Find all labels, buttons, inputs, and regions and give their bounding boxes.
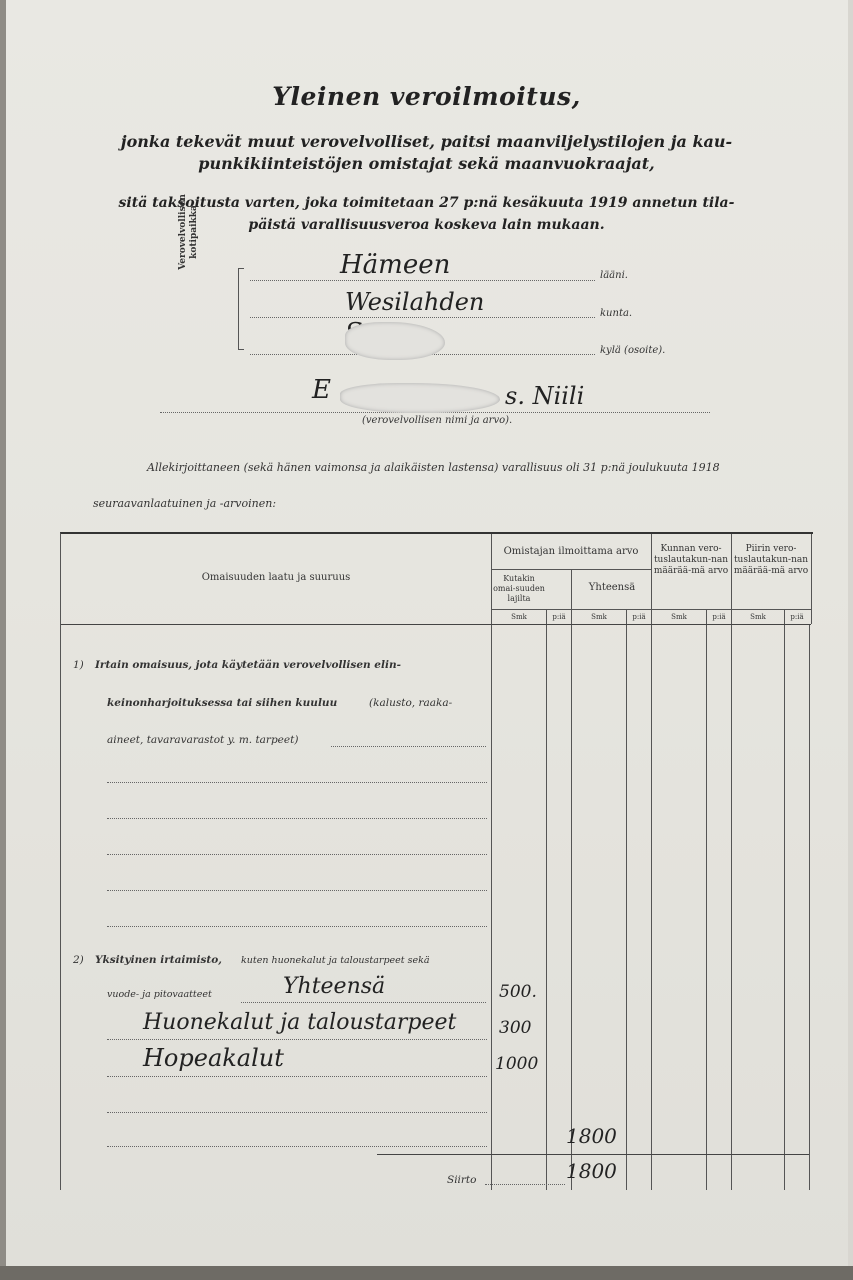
unit-p-1: p:iä [552,613,566,621]
unit-mk-2: Smk [591,613,607,621]
domicile-side-label [178,192,206,272]
col-header-district: Piirin vero-tuslautakun-nan määrää-mä arvo [733,544,809,576]
unit-mk-1: Smk [511,613,527,621]
value-total-1800: 1800 [566,1124,617,1148]
value-300: 300 [499,1018,532,1038]
siirto-value: 1800 [566,1159,617,1183]
domicile-label-line1: Verovelvollisen [178,194,188,270]
item1-entry-line-5[interactable] [107,914,487,927]
form-purpose-line2: päistä varallisuusveroa koskeva lain mukaan. [248,217,605,233]
col-pennies-3 [706,609,707,1190]
col-header-total: Yhteensä [588,582,636,593]
col-pennies-2 [626,609,627,1190]
name-handwritten-start: E [312,375,331,405]
kunta-handwritten: Wesilahden [345,288,485,316]
siirto-label: Siirto [447,1174,477,1186]
form-purpose-line1: sitä taksoitusta varten, joka toimitetaan 27 p:nä kesäkuuta 1919 annetun tila- [118,195,735,211]
item2-title: Yksityinen irtaimisto, [95,954,222,966]
col-pennies-4 [784,609,785,1190]
item2-number: 2) [73,954,84,966]
name-caption: (verovelvollisen nimi ja arvo). [362,415,513,426]
item2-entry-line-4[interactable] [107,1134,487,1147]
col-header-property: Omaisuuden laatu ja suuruus [201,572,351,583]
col-pennies-1 [546,609,547,1190]
item2-entry-line-3[interactable] [107,1100,487,1113]
item2-hw-yhteensa: Yhteensä [283,974,386,999]
col-divider-owner [571,569,572,1190]
item1-title: Irtain omaisuus, jota käytetään verovelvollisen elin- [95,659,401,671]
domicile-label-line2: kotipaikka [189,205,199,259]
item2-line2: vuode- ja pitovaatteet [107,989,212,1000]
item1-number: 1) [73,659,84,671]
statement-line1: Allekirjoittaneen (sekä hänen vaimonsa ja alaikäisten lastensa) varallisuus oli 31 p:nä joulukuuta 1918 [147,461,720,474]
item2-hw-silverware: Hopeakalut [143,1044,284,1072]
item2-title-rest: kuten huonekalut ja taloustarpeet sekä [241,955,430,966]
unit-p-4: p:iä [790,613,804,621]
col-header-each: Kutakin omai-suuden lajilta [493,574,545,603]
siirto-entry-line[interactable] [485,1174,565,1185]
item1-line3: aineet, tavaravarastot y. m. tarpeet) [107,734,299,746]
redaction-blot-2 [340,383,500,413]
form-title: Yleinen veroilmoitus, [272,82,581,111]
header-bottom-line [61,624,811,625]
item1-entry-line-2[interactable] [107,806,487,819]
value-1000: 1000 [495,1054,539,1074]
header-split-line [491,569,651,570]
assets-table [60,532,813,1190]
form-subtitle-line1: jonka tekevät muut verovelvolliset, paitsi maanviljelystilojen ja kau- [120,132,733,151]
col-divider-1 [491,534,492,1190]
value-500: 500. [499,982,537,1002]
col-divider-3 [731,534,732,1190]
address-brace [238,268,244,350]
kyla-label: kylä (osoite). [600,345,666,356]
item1-entry-line-0[interactable] [331,734,486,747]
unit-p-3: p:iä [712,613,726,621]
sum-rule [377,1154,809,1155]
unit-p-2: p:iä [632,613,646,621]
item1-entry-line-3[interactable] [107,842,487,855]
item1-line2: keinonharjoituksessa tai siihen kuuluu [107,697,338,709]
col-header-municipal: Kunnan vero-tuslautakun-nan määrää-mä arvo [653,544,729,576]
item1-line2-rest: (kalusto, raaka- [369,697,453,709]
col-header-owner-value: Omistajan ilmoittama arvo [503,546,639,557]
statement-line2: seuraavanlaatuinen ja -arvoinen: [93,497,277,510]
redaction-blot-1 [345,322,445,360]
item2-hw-furniture: Huonekalut ja taloustarpeet [143,1010,457,1035]
laani-label: lääni. [600,270,628,281]
item1-entry-line-1[interactable] [107,770,487,783]
col-divider-4 [809,624,810,1190]
laani-handwritten: Hämeen [340,250,451,280]
table-right-border [811,534,812,624]
background-surface [0,1266,853,1280]
col-divider-2 [651,534,652,1190]
item1-entry-line-4[interactable] [107,878,487,891]
unit-mk-3: Smk [671,613,687,621]
unit-mk-4: Smk [750,613,766,621]
unit-row-top [491,609,811,610]
name-handwritten-end: s. Niili [505,382,585,410]
kunta-label: kunta. [600,308,633,319]
form-subtitle-line2: punkikiinteistöjen omistajat sekä maanvuokraajat, [198,154,655,173]
